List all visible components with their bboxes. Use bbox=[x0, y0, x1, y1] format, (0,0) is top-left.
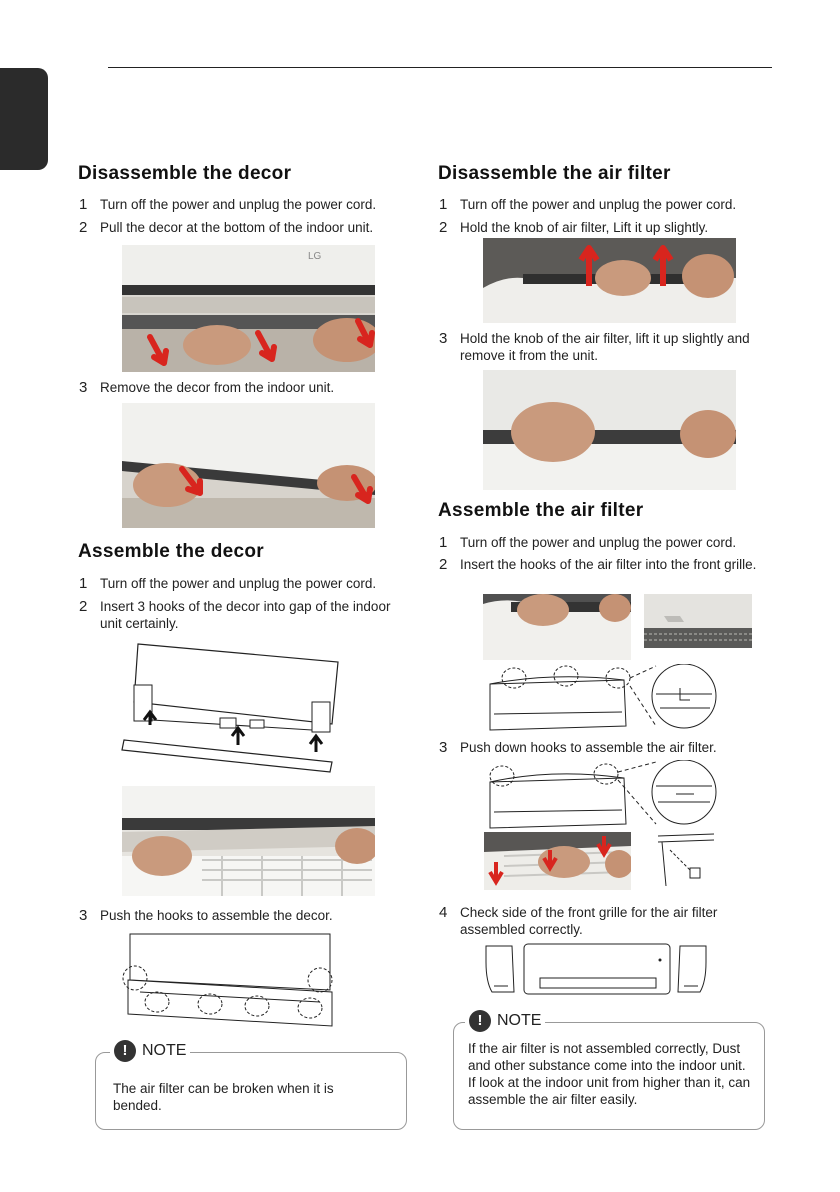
step-text: Turn off the power and unplug the power cord. bbox=[100, 197, 377, 212]
note-header-right bbox=[465, 1010, 545, 1032]
step bbox=[79, 575, 419, 592]
step-text: Insert 3 hooks of the decor into gap of the indoor unit certainly. bbox=[100, 599, 391, 631]
photo-pull-decor bbox=[122, 245, 375, 372]
step bbox=[439, 904, 749, 938]
language-side-tab bbox=[0, 68, 48, 170]
photo-filter-detail bbox=[644, 594, 752, 648]
note-text-left: The air filter can be broken when it is bended. bbox=[113, 1081, 334, 1113]
diagram-insert-hooks bbox=[120, 640, 345, 775]
step-text: Turn off the power and unplug the power cord. bbox=[100, 576, 377, 591]
section-title-disassemble-filter: Disassemble the air filter bbox=[438, 163, 671, 184]
photo-lift-filter bbox=[483, 238, 736, 323]
step-text: Push the hooks to assemble the decor. bbox=[100, 908, 333, 923]
step bbox=[79, 598, 399, 632]
step-number: 2 bbox=[79, 219, 88, 236]
photo-assemble-decor bbox=[122, 786, 375, 896]
step-text: Turn off the power and unplug the power cord. bbox=[460, 197, 737, 212]
note-header-left bbox=[110, 1040, 190, 1062]
step-text: Hold the knob of the air filter, lift it up slightly and remove it from the unit. bbox=[460, 331, 750, 363]
exclamation-icon: ! bbox=[114, 1040, 136, 1062]
step-number: 2 bbox=[439, 219, 448, 236]
diagram-filter-hooks bbox=[484, 664, 724, 734]
step bbox=[439, 330, 769, 364]
photo-remove-decor bbox=[122, 403, 375, 528]
step-number: 3 bbox=[439, 330, 448, 347]
section-title-disassemble-decor: Disassemble the decor bbox=[78, 163, 292, 184]
step-text: Pull the decor at the bottom of the indoor unit. bbox=[100, 220, 374, 235]
section-title-assemble-filter: Assemble the air filter bbox=[438, 500, 644, 521]
lg-logo: LG bbox=[308, 251, 322, 262]
note-label: NOTE bbox=[142, 1042, 187, 1059]
step-number: 1 bbox=[79, 575, 88, 592]
exclamation-icon: ! bbox=[469, 1010, 491, 1032]
photo-insert-filter bbox=[483, 594, 631, 660]
step-number: 2 bbox=[79, 598, 88, 615]
step bbox=[79, 907, 419, 924]
step-text: Push down hooks to assemble the air filter. bbox=[460, 740, 717, 755]
diagram-push-down-hooks bbox=[484, 760, 724, 830]
photo-push-filter bbox=[484, 832, 631, 890]
step-number: 1 bbox=[79, 196, 88, 213]
step-text: Check side of the front grille for the air filter assembled correctly. bbox=[460, 905, 718, 937]
step bbox=[439, 739, 779, 756]
step bbox=[439, 219, 779, 236]
section-title-assemble-decor: Assemble the decor bbox=[78, 541, 264, 562]
step bbox=[79, 219, 419, 236]
step-number: 4 bbox=[439, 904, 448, 921]
step-number: 3 bbox=[79, 907, 88, 924]
step-number: 3 bbox=[79, 379, 88, 396]
step bbox=[439, 196, 779, 213]
diagram-push-hooks bbox=[120, 930, 340, 1030]
header-rule bbox=[108, 67, 772, 68]
step-number: 1 bbox=[439, 196, 448, 213]
step bbox=[439, 534, 779, 551]
step-text: Insert the hooks of the air filter into the front grille. bbox=[460, 557, 757, 572]
diagram-side-check bbox=[484, 942, 710, 996]
step bbox=[79, 379, 419, 396]
step-text: Hold the knob of air filter, Lift it up slightly. bbox=[460, 220, 709, 235]
step-number: 2 bbox=[439, 556, 448, 573]
step-number: 1 bbox=[439, 534, 448, 551]
step-text: Turn off the power and unplug the power cord. bbox=[460, 535, 737, 550]
diagram-side-detail bbox=[656, 830, 716, 890]
step bbox=[439, 556, 769, 573]
step-text: Remove the decor from the indoor unit. bbox=[100, 380, 335, 395]
step bbox=[79, 196, 419, 213]
note-label: NOTE bbox=[497, 1012, 542, 1029]
photo-remove-filter bbox=[483, 370, 736, 490]
note-text-right: If the air filter is not assembled correctly, Dust and other substance come into the indoor unit. If look at the indoor unit from higher than it, can assemble the air filter easily. bbox=[468, 1041, 751, 1107]
step-number: 3 bbox=[439, 739, 448, 756]
